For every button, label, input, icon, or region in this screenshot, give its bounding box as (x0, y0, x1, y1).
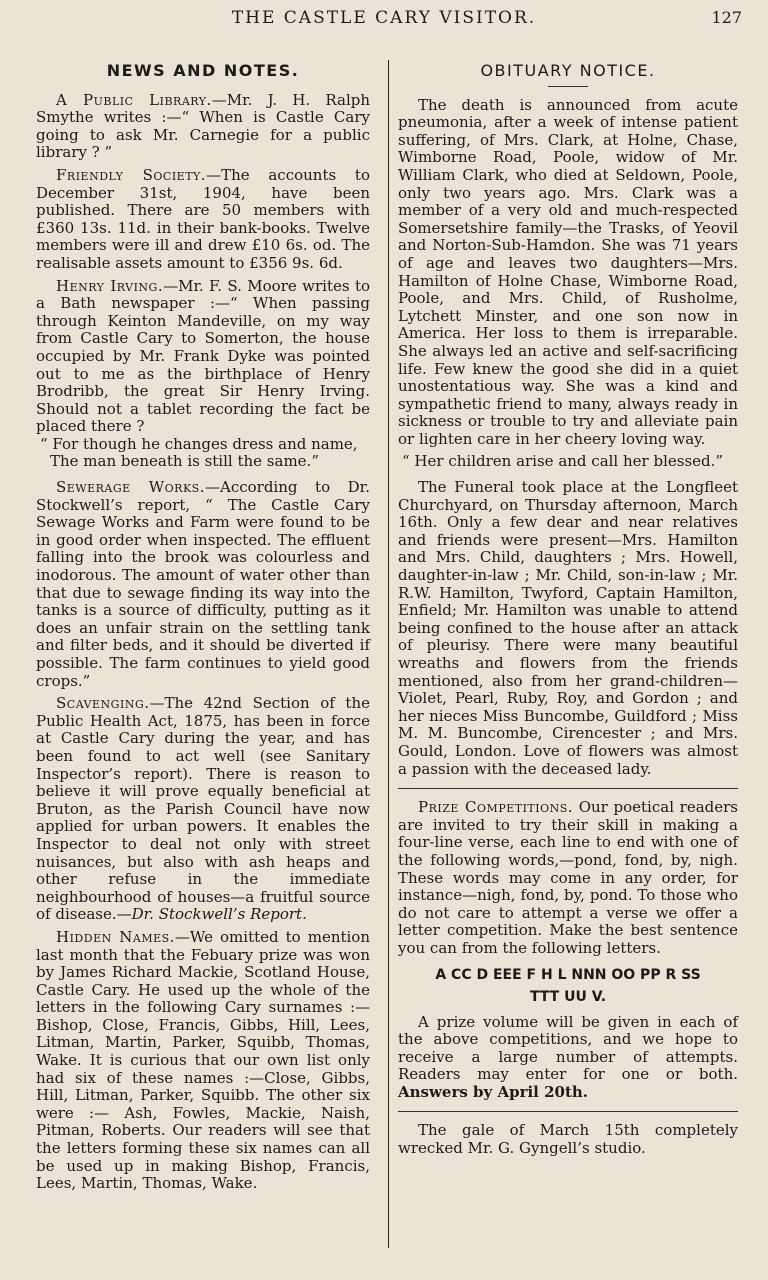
irving-body: —Mr. F. S. Moore writes to a Bath newspaper :—“ When passing through Keinton Mandeville, on my way from Castle Cary to Somerton, the house occupied by Mr. Frank Dyke was pointed out to me as the birthplace of Henry Brodribb, the great Sir Henry Irving. Should not a tablet recording the fact be placed there ? (36, 276, 370, 436)
irving-title: Henry Irving. (56, 276, 164, 295)
scavenging-note (36, 695, 370, 924)
library-note (36, 92, 370, 162)
gale-note: The gale of March 15th completely wrecked Mr. G. Gyngell’s studio. (398, 1121, 738, 1158)
obituary-paragraph-2: The Funeral took place at the Longfleet Churchyard, on Thursday afternoon, March 16th. Only a few dear and near relatives and friends were present—Mrs. Hamilton and Mrs. Child, daughters ; Mrs. Howell, daughter-in-law ; Mr. Child, son-in-law ; Mr. R.W. Hamilton, Twyford, Captain Hamilton, Enfield; Mr. Hamilton was unable to attend being confined to the house after an attack of pleurisy. There were many beautiful wreaths and flowers from the friends mentioned, also from her grand-children—Violet, Pearl, Ruby, Roy, and Gordon ; and her nieces Miss Buncombe, Guildford ; Miss M. M. Buncombe, Cirencester ; and Mrs. Gould, London. Love of flowers was almost a passion with the deceased lady. (398, 478, 738, 778)
scavenging-source: —Dr. Stockwell’s Report. (116, 905, 307, 924)
section-rule-2 (398, 1111, 738, 1112)
left-column (36, 58, 370, 1198)
obituary-quote: “ Her children arise and call her blessed.” (402, 452, 724, 471)
irving-note (36, 278, 370, 436)
hidden-names-note (36, 929, 370, 1193)
hidden-names-title: Hidden Names. (56, 927, 175, 946)
irving-quote-1: “ For though he changes dress and name, (40, 434, 358, 453)
section-rule (398, 788, 738, 789)
prize-note (398, 799, 738, 957)
prize-award-text: A prize volume will be given in each of the above competitions, and we hope to receive a large number of attempts. Readers may enter for one or both. (398, 1012, 738, 1084)
sewerage-note (36, 479, 370, 690)
friendly-title: Friendly Society. (56, 165, 207, 184)
scavenging-title: Scavenging. (56, 694, 150, 713)
obituary-heading: OBITUARY NOTICE. (480, 61, 656, 80)
page-number: 127 (711, 8, 742, 27)
column-divider (388, 60, 389, 1248)
prize-award (398, 1014, 738, 1102)
news-heading: NEWS AND NOTES. (106, 61, 300, 80)
letters-line-1: A CC D EEE F H L NNN OO PP R SS (435, 966, 701, 983)
sewerage-body: —According to Dr. Stockwell’s report, “ The Castle Cary Sewage Works and Farm were found to be in good order when inspected. The effluent falling into the brook was colourless and inodorous. The amount of water other than that due to sewage finding its way into the tanks is a source of difficulty, putting as it does an unfair strain on the settling tank and filter beds, and it should be diverted if possible. The farm continues to yield good crops.” (36, 478, 370, 690)
heading-rule (548, 86, 588, 87)
library-title: A Public Library. (56, 90, 212, 109)
friendly-note (36, 167, 370, 273)
letter-set (398, 964, 738, 1008)
scavenging-body: —The 42nd Section of the Public Health Act, 1875, has been in force at Castle Cary during the year, and has been found to act well (see Sanitary Inspector’s report). There is reason to believe it will prove equally beneficial at Bruton, as the Parish Council have now applied for urban powers. It enables the Inspector to deal not only with street nuisances, but also with ash heaps and other refuse in the immediate neighbourhood of houses—a fruitful source of disease. (36, 694, 370, 924)
page-header (0, 8, 768, 32)
prize-body: Our poetical readers are invited to try their skill in making a four-line verse, each line to end with one of the following words,—pond, fond, by, nigh. These words may come in any order, for instance—nigh, fond, by, pond. To those who do not care to attempt a verse we offer a letter competition. Make the best sentence you can from the following letters. (398, 798, 738, 957)
hidden-names-body: —We omitted to mention last month that the Febuary prize was won by James Richard Mackie, Scotland House, Castle Cary. He used up the whole of the letters in the following Cary surnames :— Bishop, Close, Francis, Gibbs, Hill, Lees, Litman, Martin, Parker, Squibb, Thomas, Wake. It is curious that our own list only had six of these names :—Close, Gibbs, Hill, Litman, Parker, Squibb. The other six were :— Ash, Fowles, Mackie, Naish, Pitman, Roberts. Our readers will see that the letters forming these six names can all be used up in making Bishop, Francis, Lees, Martin, Thomas, Wake. (36, 927, 370, 1193)
friendly-body: —The accounts to December 31st, 1904, have been published. There are 50 members with £360 13s. 11d. in their bank-books. Twelve members were ill and drew £10 6s. od. The realisable assets amount to £356 9s. 6d. (36, 165, 370, 272)
irving-quote-2: The man beneath is still the same.” (50, 452, 319, 471)
library-body: —Mr. J. H. Ralph Smythe writes :—“ When is Castle Cary going to ask Mr. Carnegie for a public library ? ” (36, 90, 370, 162)
publication-title: THE CASTLE CARY VISITOR. (231, 8, 537, 28)
prize-deadline: Answers by April 20th. (398, 1082, 589, 1101)
right-column (398, 58, 738, 1163)
prize-title: Prize Competitions. (418, 798, 574, 817)
sewerage-title: Sewerage Works. (56, 478, 205, 497)
letters-line-2: TTT UU V. (529, 988, 607, 1005)
obituary-paragraph-1: The death is announced from acute pneumonia, after a week of intense patient suffering, of Mrs. Clark, at Holne, Chase, Wimborne Road, Poole, widow of Mr. William Clark, who died at Seldown, Poole, only two years ago. Mrs. Clark was a member of a very old and much-respected Somersetshire family—the Trasks, of Yeovil and Norton-Sub-Hamdon. She was 71 years of age and leaves two daughters—Mrs. Hamilton of Holne Chase, Wimborne Road, Poole, and Mrs. Child, of Rusholme, Lytchett Minster, and one son now in America. Her loss to them is irreparable. She always led an active and self-sacrificing life. Few knew the good she did in a quiet unostentatious way. She was a kind and sympathetic friend to many, always ready in sickness or trouble to try and alleviate pain or lighten care in her cheery loving way. (398, 95, 738, 448)
